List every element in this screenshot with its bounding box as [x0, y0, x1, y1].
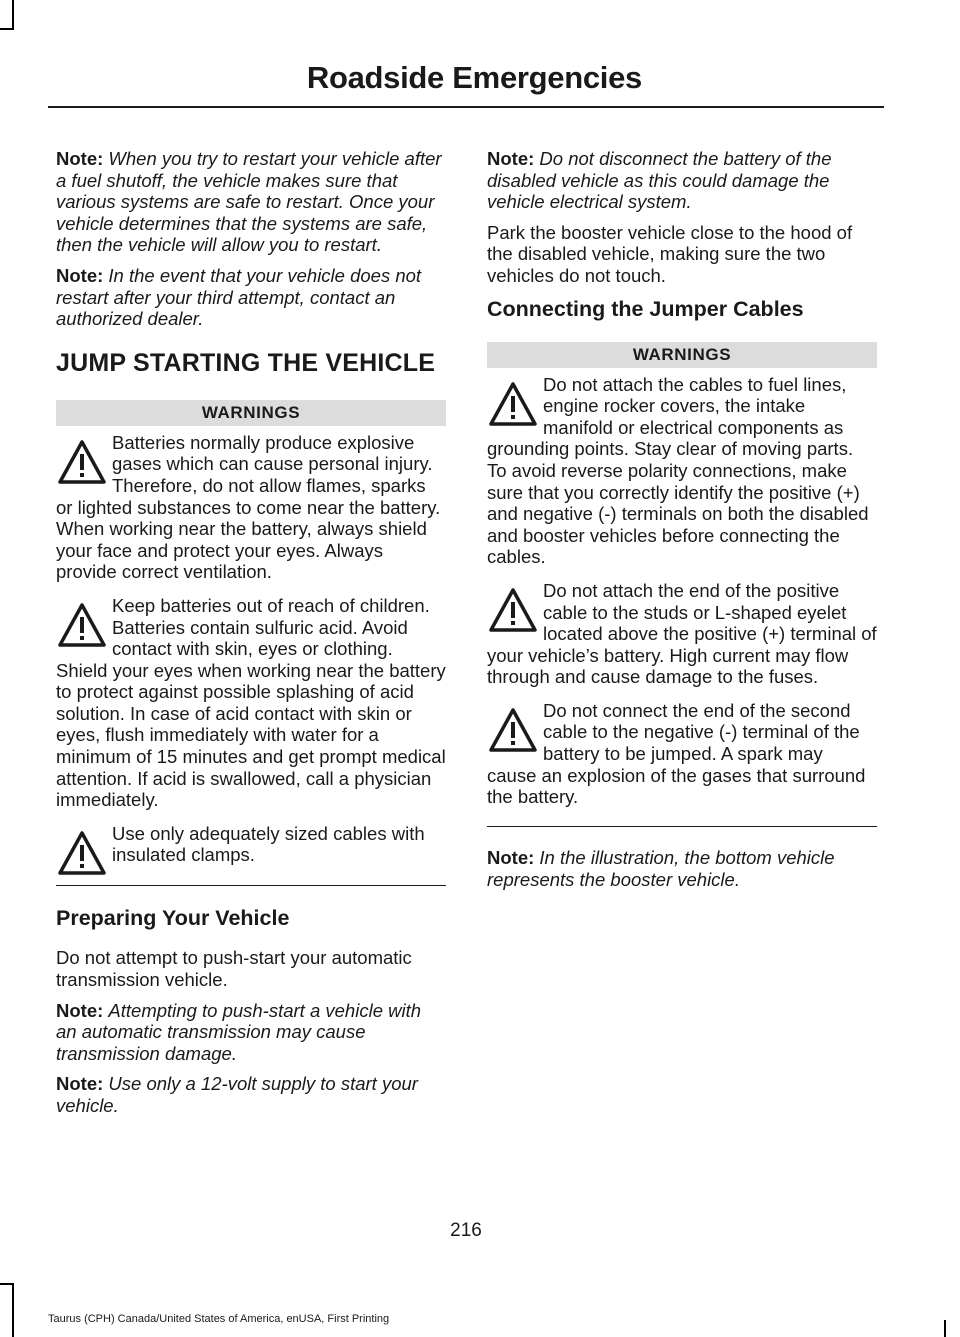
warnings-header: WARNINGS [487, 342, 877, 368]
right-column [487, 148, 877, 900]
subheading: Preparing Your Vehicle [56, 906, 290, 931]
note: Note: Attempting to push-start a vehicle with an automatic transmission may cause transmission damage. [56, 999, 422, 1064]
warnings-end-rule [56, 885, 446, 887]
warning-item: Batteries normally produce explosive gases which can cause personal injury. Therefore, do not allow flames, sparks or lighted substances to come near the battery. When working near the battery, always shield your face and protect your eyes. Always provide correct ventilation. [56, 431, 441, 583]
warning-item: Do not attach the end of the positive cable to the studs or L-shaped eyelet located above the positive (+) terminal of your vehicle’s battery. High current may flow through and cause damage to the fuses. [487, 579, 877, 688]
crop-mark [12, 1283, 14, 1337]
crop-mark [0, 1283, 14, 1285]
warning-item: Do not connect the end of the second cable to the negative (-) terminal of the battery to be jumped. A spark may cause an explosion of the gases that surround the battery. [487, 699, 866, 808]
crop-mark [944, 1320, 946, 1337]
warning-triangle-icon [56, 827, 108, 885]
subheading: Connecting the Jumper Cables [487, 296, 804, 321]
note: Note: Do not disconnect the battery of the disabled vehicle as this could damage the vehicle electrical system. [487, 148, 832, 213]
note: Note: When you try to restart your vehicle after a fuel shutoff, the vehicle makes sure that various systems are safe to restart. Once your vehicle determines that the systems are safe, then the vehicle will allow you to restart. [56, 148, 442, 256]
warning-item: Keep batteries out of reach of children. Batteries contain sulfuric acid. Avoid contact with skin, eyes or clothing. Shield your eyes when working near the battery to protect against possible splashing of acid solution. In case of acid contact with skin or eyes, flush immediately with water for a minimum of 15 minutes and get prompt medical attention. If acid is swallowed, call a physician immediately. [56, 594, 446, 811]
warning-item: Do not attach the cables to fuel lines, engine rocker covers, the intake manifold or electrical components as grounding points. Stay clear of moving parts. To avoid reverse polarity connections, make sure that you correctly identify the positive (+) and negative (-) terminals on both the disabled and booster vehicles before connecting the cables. [487, 373, 869, 568]
warning-item: Use only adequately sized cables with insulated clamps. [56, 823, 446, 866]
page-number: 216 [450, 1220, 482, 1241]
body-text: Park the booster vehicle close to the hood of the disabled vehicle, making sure the two vehicles do not touch. [487, 221, 853, 286]
warnings-header: WARNINGS [56, 400, 446, 426]
warning-triangle-icon [56, 599, 108, 657]
crop-mark [12, 0, 14, 30]
warning-triangle-icon [487, 378, 539, 436]
crop-mark [0, 28, 14, 30]
warning-triangle-icon [56, 436, 108, 494]
header-rule [48, 106, 884, 108]
note: Note: In the event that your vehicle does not restart after your third attempt, contact an authorized dealer. [56, 264, 422, 330]
warning-triangle-icon [487, 584, 539, 642]
warning-triangle-icon [487, 704, 539, 762]
warnings-end-rule [487, 826, 877, 828]
page-header-title: Roadside Emergencies [306, 60, 642, 95]
note: Note: In the illustration, the bottom vehicle represents the booster vehicle. [487, 847, 835, 890]
footer-text: Taurus (CPH) Canada/United States of America, enUSA, First Printing [48, 1313, 390, 1325]
body-text: Do not attempt to push-start your automatic transmission vehicle. [56, 947, 412, 990]
note: Note: Use only a 12-volt supply to start your vehicle. [56, 1073, 418, 1116]
section-title: JUMP STARTING THE VEHICLE [56, 348, 436, 377]
left-column [56, 148, 446, 1126]
